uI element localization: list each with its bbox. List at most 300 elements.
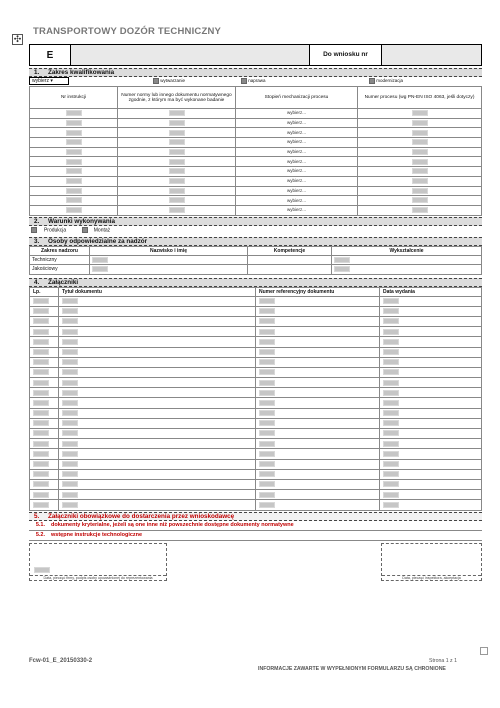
input-field[interactable] — [169, 159, 185, 165]
input-field[interactable] — [33, 420, 49, 426]
instruction-field[interactable] — [30, 196, 118, 206]
input-field[interactable] — [66, 207, 82, 213]
input-field[interactable] — [33, 471, 49, 477]
signature-area — [29, 543, 482, 583]
input-field[interactable] — [33, 359, 49, 365]
input-field[interactable] — [33, 502, 49, 508]
lp-field[interactable] — [30, 296, 59, 306]
input-field[interactable] — [383, 329, 399, 335]
date-field[interactable] — [380, 439, 482, 449]
input-field[interactable] — [383, 441, 399, 447]
name-field[interactable] — [90, 265, 248, 275]
lp-field[interactable] — [30, 439, 59, 449]
norm-field[interactable] — [118, 167, 236, 177]
lp-field[interactable] — [30, 306, 59, 316]
input-field[interactable] — [383, 492, 399, 498]
checkbox-corner[interactable] — [480, 647, 488, 655]
input-field[interactable] — [66, 110, 82, 116]
lp-field[interactable] — [30, 490, 59, 500]
input-field[interactable] — [33, 492, 49, 498]
input-field[interactable] — [33, 410, 49, 416]
input-field[interactable] — [259, 502, 275, 508]
title-field[interactable] — [59, 398, 256, 408]
input-field[interactable] — [62, 390, 78, 396]
signature-caption: Data, pieczęć firmy, podpis osoby upoważnionej do reprezentowania — [30, 575, 166, 580]
input-field[interactable] — [259, 471, 275, 477]
title-field[interactable] — [59, 500, 256, 510]
checkbox[interactable] — [82, 227, 88, 233]
lp-field[interactable] — [30, 408, 59, 418]
input-field[interactable] — [383, 471, 399, 477]
input-field[interactable] — [412, 188, 428, 194]
input-field[interactable] — [259, 461, 275, 467]
table-row — [30, 367, 482, 377]
input-field[interactable] — [412, 168, 428, 174]
input-field[interactable] — [259, 318, 275, 324]
input-field[interactable] — [259, 400, 275, 406]
title-field[interactable] — [59, 490, 256, 500]
mechanization-select[interactable] — [236, 109, 358, 119]
scope-select[interactable] — [29, 77, 69, 85]
norm-field[interactable] — [118, 147, 236, 157]
lp-field[interactable] — [30, 357, 59, 367]
mechanization-select[interactable] — [236, 138, 358, 148]
input-field[interactable] — [383, 308, 399, 314]
title-field[interactable] — [59, 367, 256, 377]
input-field[interactable] — [66, 197, 82, 203]
input-field[interactable] — [62, 339, 78, 345]
section-number: 5. — [34, 512, 40, 520]
title-field[interactable] — [59, 449, 256, 459]
input-field[interactable] — [62, 461, 78, 467]
input-field[interactable] — [383, 400, 399, 406]
inspector-signature-box — [381, 543, 482, 581]
lp-field[interactable] — [30, 398, 59, 408]
date-field[interactable] — [380, 388, 482, 398]
input-field[interactable] — [169, 188, 185, 194]
section-title: Załączniki — [48, 278, 79, 286]
mechanization-select[interactable] — [236, 157, 358, 167]
input-field[interactable] — [33, 400, 49, 406]
table-row — [30, 316, 482, 326]
input-field[interactable] — [259, 492, 275, 498]
name-field[interactable] — [90, 255, 248, 265]
input-field[interactable] — [169, 197, 185, 203]
option-naprawa[interactable] — [241, 78, 266, 84]
input-field[interactable] — [412, 120, 428, 126]
process-number-field[interactable] — [358, 186, 482, 196]
competence-field[interactable] — [248, 255, 332, 265]
input-field[interactable] — [383, 339, 399, 345]
input-field[interactable] — [62, 318, 78, 324]
table-row — [30, 398, 482, 408]
table-row — [30, 205, 482, 215]
input-field[interactable] — [259, 481, 275, 487]
title-field[interactable] — [59, 327, 256, 337]
table-row — [30, 118, 482, 128]
input-field[interactable] — [259, 298, 275, 304]
option-label: Produkcja — [43, 227, 67, 234]
reference-field[interactable] — [256, 429, 380, 439]
norm-field[interactable] — [118, 196, 236, 206]
input-field[interactable] — [33, 481, 49, 487]
title-field[interactable] — [59, 347, 256, 357]
date-field[interactable] — [380, 367, 482, 377]
reference-field[interactable] — [256, 367, 380, 377]
input-field[interactable] — [259, 451, 275, 457]
reference-field[interactable] — [256, 479, 380, 489]
date-field[interactable] — [380, 327, 482, 337]
input-field[interactable] — [33, 369, 49, 375]
reference-field[interactable] — [256, 449, 380, 459]
checkbox[interactable] — [31, 227, 37, 233]
do-wniosku-label: Do wniosku nr — [309, 45, 381, 65]
date-field[interactable] — [380, 357, 482, 367]
input-field[interactable] — [62, 451, 78, 457]
mechanization-select[interactable] — [236, 205, 358, 215]
input-field[interactable] — [66, 149, 82, 155]
table-row — [30, 167, 482, 177]
education-field[interactable] — [332, 255, 482, 265]
input-field[interactable] — [62, 329, 78, 335]
lp-field[interactable] — [30, 347, 59, 357]
title-field[interactable] — [59, 439, 256, 449]
input-field[interactable] — [33, 308, 49, 314]
norm-field[interactable] — [118, 205, 236, 215]
input-field[interactable] — [33, 349, 49, 355]
input-field[interactable] — [33, 298, 49, 304]
checkbox[interactable] — [369, 78, 375, 84]
title-field[interactable] — [59, 469, 256, 479]
input-field[interactable] — [62, 481, 78, 487]
option-modernizacja[interactable] — [369, 78, 403, 84]
norm-field[interactable] — [118, 186, 236, 196]
input-field[interactable] — [259, 420, 275, 426]
instruction-field[interactable] — [30, 128, 118, 138]
input-field[interactable] — [383, 390, 399, 396]
input-field[interactable] — [169, 130, 185, 136]
education-field[interactable] — [332, 265, 482, 275]
input-field[interactable] — [66, 120, 82, 126]
input-field[interactable] — [412, 130, 428, 136]
scope-table — [29, 86, 482, 216]
date-field[interactable] — [380, 337, 482, 347]
reference-field[interactable] — [256, 398, 380, 408]
application-number-field[interactable] — [381, 45, 481, 65]
input-field[interactable] — [33, 318, 49, 324]
lp-field[interactable] — [30, 378, 59, 388]
select-ellipsis: ... — [302, 178, 307, 184]
norm-field[interactable] — [118, 109, 236, 119]
title-field[interactable] — [59, 408, 256, 418]
checkbox[interactable] — [241, 78, 247, 84]
input-field[interactable] — [383, 359, 399, 365]
attachments-table — [29, 287, 482, 511]
input-field[interactable] — [33, 380, 49, 386]
applicant-signature-box[interactable] — [29, 543, 167, 581]
input-field[interactable] — [259, 430, 275, 436]
norm-field[interactable] — [118, 138, 236, 148]
input-field[interactable] — [383, 430, 399, 436]
input-field[interactable] — [33, 441, 49, 447]
norm-field[interactable] — [118, 128, 236, 138]
input-field[interactable] — [62, 369, 78, 375]
table-row — [30, 418, 482, 428]
input-field[interactable] — [62, 308, 78, 314]
process-number-field[interactable] — [358, 205, 482, 215]
title-field[interactable] — [59, 316, 256, 326]
input-field[interactable] — [62, 492, 78, 498]
input-field[interactable] — [383, 410, 399, 416]
input-field[interactable] — [62, 471, 78, 477]
select-ellipsis: ... — [302, 168, 307, 174]
instruction-field[interactable] — [30, 118, 118, 128]
process-number-field[interactable] — [358, 157, 482, 167]
date-field[interactable] — [380, 398, 482, 408]
input-field[interactable] — [62, 359, 78, 365]
select-ellipsis: ... — [302, 187, 307, 193]
input-field[interactable] — [169, 139, 185, 145]
section-title: Zakres kwalifikowania — [48, 69, 115, 76]
input-field[interactable] — [62, 502, 78, 508]
lp-field[interactable] — [30, 327, 59, 337]
input-field[interactable] — [62, 380, 78, 386]
mechanization-select[interactable] — [236, 147, 358, 157]
date-field[interactable] — [380, 347, 482, 357]
option-label: wytwarzanie — [160, 78, 186, 84]
input-field[interactable] — [66, 168, 82, 174]
input-field[interactable] — [259, 339, 275, 345]
lp-field[interactable] — [30, 367, 59, 377]
input-field[interactable] — [169, 110, 185, 116]
date-field[interactable] — [380, 306, 482, 316]
title-field[interactable] — [59, 337, 256, 347]
select-value: wybierz — [286, 207, 303, 213]
instruction-field[interactable] — [30, 186, 118, 196]
process-number-field[interactable] — [358, 118, 482, 128]
input-field[interactable] — [259, 441, 275, 447]
reference-field[interactable] — [256, 327, 380, 337]
reference-field[interactable] — [256, 306, 380, 316]
input-field[interactable] — [33, 461, 49, 467]
title-field[interactable] — [59, 418, 256, 428]
input-field[interactable] — [259, 410, 275, 416]
input-field[interactable] — [383, 349, 399, 355]
reference-field[interactable] — [256, 347, 380, 357]
instruction-field[interactable] — [30, 205, 118, 215]
process-number-field[interactable] — [358, 176, 482, 186]
input-field[interactable] — [259, 359, 275, 365]
input-field[interactable] — [259, 329, 275, 335]
input-field[interactable] — [92, 266, 108, 272]
input-field[interactable] — [412, 149, 428, 155]
title-field[interactable] — [59, 459, 256, 469]
reference-field[interactable] — [256, 408, 380, 418]
input-field[interactable] — [62, 349, 78, 355]
option-produkcja[interactable] — [31, 227, 66, 233]
reference-field[interactable] — [256, 337, 380, 347]
input-field[interactable] — [33, 390, 49, 396]
date-field[interactable] — [380, 490, 482, 500]
lp-field[interactable] — [30, 479, 59, 489]
lp-field[interactable] — [30, 337, 59, 347]
input-field[interactable] — [259, 349, 275, 355]
reference-field[interactable] — [256, 316, 380, 326]
competence-field[interactable] — [248, 265, 332, 275]
date-field[interactable] — [380, 418, 482, 428]
input-field[interactable] — [169, 178, 185, 184]
input-field[interactable] — [412, 159, 428, 165]
input-field[interactable] — [169, 120, 185, 126]
input-field[interactable] — [62, 441, 78, 447]
mechanization-select[interactable] — [236, 186, 358, 196]
reference-field[interactable] — [256, 490, 380, 500]
date-field[interactable] — [380, 378, 482, 388]
title-field[interactable] — [59, 378, 256, 388]
input-field[interactable] — [334, 257, 350, 263]
reference-field[interactable] — [256, 500, 380, 510]
input-field[interactable] — [92, 257, 108, 263]
lp-field[interactable] — [30, 388, 59, 398]
date-field[interactable] — [380, 408, 482, 418]
title-field[interactable] — [59, 357, 256, 367]
input-field[interactable] — [33, 329, 49, 335]
title-field[interactable] — [59, 479, 256, 489]
reference-field[interactable] — [256, 296, 380, 306]
input-field[interactable] — [259, 308, 275, 314]
input-field[interactable] — [33, 339, 49, 345]
input-field[interactable] — [66, 130, 82, 136]
reference-field[interactable] — [256, 357, 380, 367]
process-number-field[interactable] — [358, 196, 482, 206]
process-number-field[interactable] — [358, 167, 482, 177]
input-field[interactable] — [383, 318, 399, 324]
input-field[interactable] — [383, 502, 399, 508]
input-field[interactable] — [412, 207, 428, 213]
table-row — [30, 378, 482, 388]
input-field[interactable] — [383, 380, 399, 386]
input-field[interactable] — [62, 420, 78, 426]
input-field[interactable] — [62, 410, 78, 416]
mechanization-select[interactable] — [236, 176, 358, 186]
reference-field[interactable] — [256, 469, 380, 479]
date-field[interactable] — [380, 459, 482, 469]
select-ellipsis: ... — [302, 149, 307, 155]
norm-field[interactable] — [118, 176, 236, 186]
title-field[interactable] — [59, 296, 256, 306]
date-field[interactable] — [380, 429, 482, 439]
input-field[interactable] — [383, 461, 399, 467]
input-field[interactable] — [412, 139, 428, 145]
reference-field[interactable] — [256, 388, 380, 398]
instruction-field[interactable] — [30, 176, 118, 186]
input-field[interactable] — [66, 139, 82, 145]
mechanization-select[interactable] — [236, 196, 358, 206]
input-field[interactable] — [62, 298, 78, 304]
title-field[interactable] — [59, 306, 256, 316]
lp-field[interactable] — [30, 469, 59, 479]
instruction-field[interactable] — [30, 167, 118, 177]
input-field[interactable] — [66, 178, 82, 184]
title-field[interactable] — [59, 429, 256, 439]
input-field[interactable] — [259, 369, 275, 375]
date-field[interactable] — [34, 567, 50, 573]
reference-field[interactable] — [256, 418, 380, 428]
checkbox[interactable] — [153, 78, 159, 84]
input-field[interactable] — [169, 207, 185, 213]
lp-field[interactable] — [30, 500, 59, 510]
input-field[interactable] — [383, 481, 399, 487]
input-field[interactable] — [383, 369, 399, 375]
mechanization-select[interactable] — [236, 128, 358, 138]
instruction-field[interactable] — [30, 147, 118, 157]
input-field[interactable] — [169, 149, 185, 155]
lp-field[interactable] — [30, 449, 59, 459]
input-field[interactable] — [62, 430, 78, 436]
input-field[interactable] — [334, 266, 350, 272]
instruction-field[interactable] — [30, 138, 118, 148]
input-field[interactable] — [66, 188, 82, 194]
norm-field[interactable] — [118, 118, 236, 128]
option-wytwarzanie[interactable] — [153, 78, 185, 84]
input-field[interactable] — [33, 430, 49, 436]
lp-field[interactable] — [30, 459, 59, 469]
input-field[interactable] — [33, 451, 49, 457]
input-field[interactable] — [62, 400, 78, 406]
date-field[interactable] — [380, 500, 482, 510]
application-code-field[interactable] — [70, 45, 309, 65]
table-row — [30, 138, 482, 148]
date-field[interactable] — [380, 449, 482, 459]
form-code: Fcw-01_E_20150330-2 — [29, 658, 93, 664]
option-montaz[interactable] — [82, 227, 110, 233]
input-field[interactable] — [383, 298, 399, 304]
date-field[interactable] — [380, 316, 482, 326]
process-number-field[interactable] — [358, 138, 482, 148]
move-icon[interactable]: ✣ — [13, 34, 22, 44]
reference-field[interactable] — [256, 459, 380, 469]
norm-field[interactable] — [118, 157, 236, 167]
input-field[interactable] — [412, 197, 428, 203]
process-number-field[interactable] — [358, 128, 482, 138]
input-field[interactable] — [383, 451, 399, 457]
date-field[interactable] — [380, 296, 482, 306]
reference-field[interactable] — [256, 439, 380, 449]
mechanization-select[interactable] — [236, 167, 358, 177]
date-field[interactable] — [380, 479, 482, 489]
lp-field[interactable] — [30, 316, 59, 326]
table-row — [30, 449, 482, 459]
lp-field[interactable] — [30, 429, 59, 439]
instruction-field[interactable] — [30, 109, 118, 119]
input-field[interactable] — [259, 380, 275, 386]
process-number-field[interactable] — [358, 109, 482, 119]
input-field[interactable] — [66, 159, 82, 165]
reference-field[interactable] — [256, 378, 380, 388]
input-field[interactable] — [169, 168, 185, 174]
input-field[interactable] — [412, 110, 428, 116]
input-field[interactable] — [259, 390, 275, 396]
date-field[interactable] — [380, 469, 482, 479]
mechanization-select[interactable] — [236, 118, 358, 128]
instruction-field[interactable] — [30, 157, 118, 167]
process-number-field[interactable] — [358, 147, 482, 157]
input-field[interactable] — [412, 178, 428, 184]
mandatory-item-2 — [29, 531, 482, 541]
title-field[interactable] — [59, 388, 256, 398]
lp-field[interactable] — [30, 418, 59, 428]
input-field[interactable] — [383, 420, 399, 426]
